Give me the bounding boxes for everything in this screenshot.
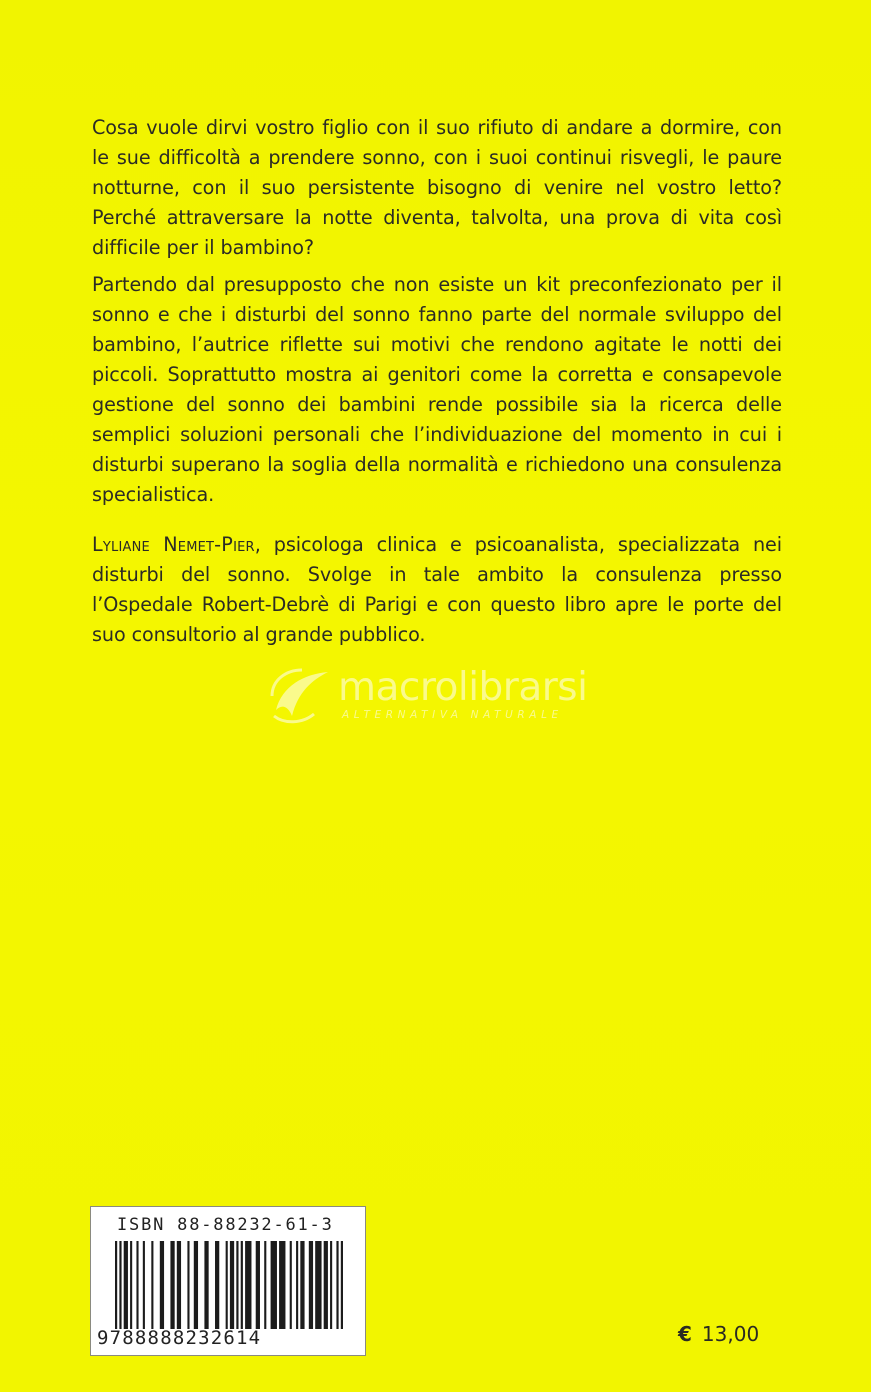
barcode-bar	[170, 1241, 174, 1329]
barcode-bar	[151, 1241, 153, 1329]
barcode-bar	[336, 1241, 338, 1329]
barcode-bar	[143, 1241, 145, 1329]
barcode-bar	[177, 1241, 181, 1329]
barcode-bar	[279, 1241, 285, 1329]
barcode-bar	[194, 1241, 198, 1329]
author-bio	[92, 530, 782, 650]
barcode-bar	[245, 1241, 251, 1329]
barcode-bar	[130, 1241, 132, 1329]
watermark-brand: macrolibrarsi	[338, 665, 588, 710]
barcode-bar	[136, 1241, 138, 1329]
barcode-bar	[226, 1241, 228, 1329]
price-tag	[678, 1322, 759, 1346]
author-bio-text: , psicologa clinica e psicoanalista, specializzata nei disturbi del sonno. Svolge in tale ambito la consulenza presso l’Ospedale Robert-Debrè di Parigi e con questo libro apre le porte del suo consultorio al grande pubblico.	[92, 533, 782, 646]
barcode-bar	[241, 1241, 243, 1329]
author-name: Lyliane Nemet-Pier	[92, 533, 255, 556]
barcode-bar	[330, 1241, 332, 1329]
barcode-bar	[230, 1241, 234, 1329]
macrolibrarsi-watermark	[268, 664, 613, 728]
barcode-bars	[115, 1241, 343, 1329]
price-amount: 13,00	[701, 1322, 760, 1346]
barcode-bar	[341, 1241, 343, 1329]
isbn-label: ISBN 88-88232-61-3	[117, 1215, 334, 1235]
barcode-bar	[124, 1241, 128, 1329]
barcode-bar	[290, 1241, 292, 1329]
barcode-bar	[115, 1241, 117, 1329]
barcode-bar	[204, 1241, 208, 1329]
barcode-bar	[271, 1241, 277, 1329]
barcode-panel	[90, 1206, 366, 1356]
barcode-bar	[187, 1241, 189, 1329]
barcode-bar	[296, 1241, 298, 1329]
barcode-bar	[324, 1241, 328, 1329]
barcode-bar	[300, 1241, 304, 1329]
barcode-bar	[236, 1241, 238, 1329]
barcode-bar	[119, 1241, 121, 1329]
synopsis-paragraph-2: Partendo dal presupposto che non esiste un kit preconfezionato per il sonno e che i disturbi del sonno fanno parte del normale sviluppo del bambino, l’autrice riflette sui motivi che rendono agitate le notti dei piccoli. Soprattutto mostra ai genitori come la corretta e consapevole gestione del sonno dei bambini rende possibile sia la ricerca delle semplici soluzioni personali che l’individuazione del momento in cui i disturbi superano la soglia della normalità e richiedono una consulenza specialistica.	[92, 273, 782, 506]
barcode-bar	[264, 1241, 266, 1329]
leaf-swoosh-icon	[268, 666, 332, 724]
barcode-bar	[160, 1241, 164, 1329]
ean-digits: 9788888232614	[97, 1327, 262, 1349]
euro-symbol: €	[678, 1322, 692, 1346]
barcode-bar	[256, 1241, 260, 1329]
synopsis-paragraph-1: Cosa vuole dirvi vostro figlio con il suo rifiuto di andare a dormire, con le sue difficoltà a prendere sonno, con i suoi continui risvegli, le paure notturne, con il suo persistente bisogno di venire nel vostro letto? Perché attraversare la notte diventa, talvolta, una prova di vita così difficile per il bambino?	[92, 116, 782, 259]
watermark-tagline: ALTERNATIVA NATURALE	[342, 709, 563, 721]
barcode-bar	[309, 1241, 313, 1329]
barcode-bar	[315, 1241, 321, 1329]
barcode-bar	[215, 1241, 219, 1329]
